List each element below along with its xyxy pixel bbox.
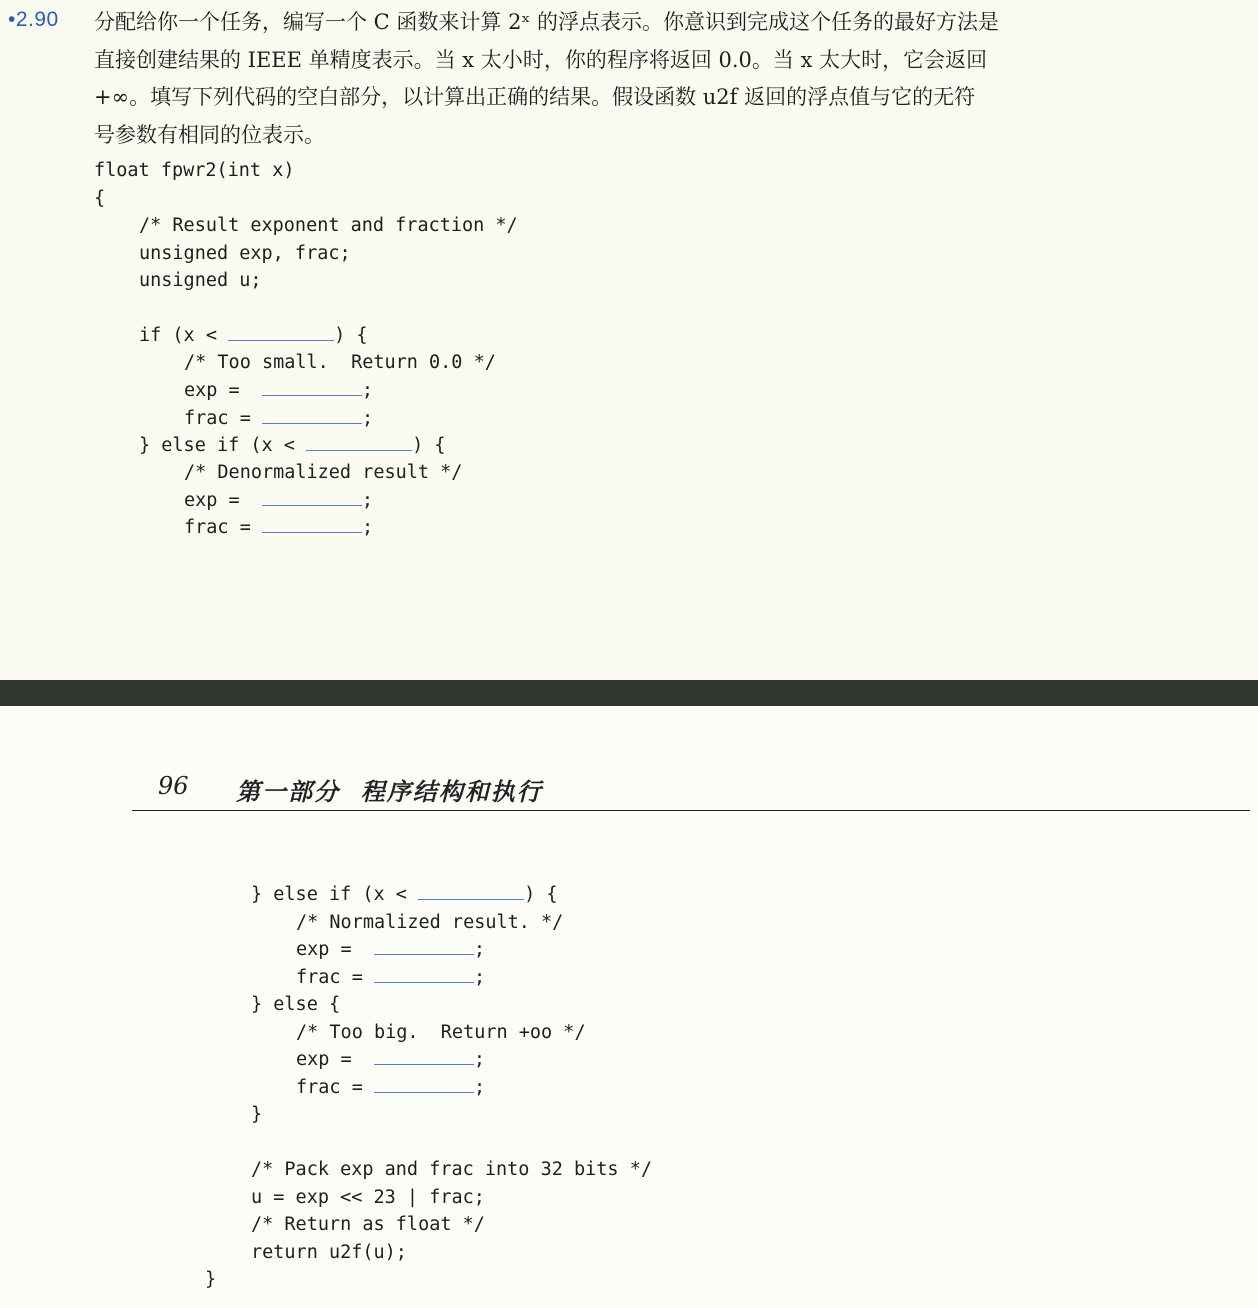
code-line-frac — [184, 517, 373, 538]
code-text: ) { — [412, 435, 446, 456]
header-rule — [132, 810, 1250, 811]
problem-line: 直接创建结果的 IEEE 单精度表示。当 x 太小时，你的程序将返回 0.0。当 x 太大时，它会返回 — [94, 47, 988, 72]
code-line-comment: /* Normalized result. */ — [296, 912, 564, 933]
code-text: } else if (x < — [251, 884, 419, 905]
blank-frac-small[interactable] — [262, 409, 362, 424]
code-text: ; — [361, 408, 374, 429]
code-line-close-brace: } — [251, 1104, 263, 1125]
code-text: ; — [361, 380, 373, 401]
code-line-decl: unsigned exp, frac; — [139, 243, 351, 264]
code-line-frac — [296, 967, 485, 988]
code-line-comment: /* Too big. Return +oo */ — [296, 1022, 586, 1043]
code-line-exp — [296, 1049, 485, 1070]
code-text: ; — [473, 967, 486, 988]
code-line-comment: /* Return as float */ — [251, 1214, 485, 1235]
problem-line: 分配给你一个任务，编写一个 C 函数来计算 2ˣ 的浮点表示。你意识到完成这个任务的最好方法是 — [94, 10, 1000, 34]
code-text: exp = — [296, 1049, 363, 1070]
blank-exp-norm[interactable] — [374, 940, 474, 955]
page-bottom — [0, 706, 1258, 1308]
blank-exp-small[interactable] — [262, 381, 362, 396]
code-line-comment: /* Too small. Return 0.0 */ — [184, 352, 496, 373]
code-line-elseif-denorm — [139, 435, 446, 456]
page-number: 96 — [158, 772, 189, 800]
code-text: if (x < — [139, 325, 229, 346]
code-line-exp — [184, 380, 373, 401]
code-line-return: return u2f(u); — [251, 1242, 407, 1263]
code-text: frac = — [296, 967, 374, 988]
code-text: exp = — [184, 380, 251, 401]
code-text: frac = — [184, 517, 262, 538]
code-line-signature: float fpwr2(int x) — [94, 160, 295, 181]
code-line-close-brace: } — [205, 1269, 217, 1290]
blank-threshold-denorm[interactable] — [306, 436, 412, 451]
code-line-decl: unsigned u; — [139, 270, 262, 291]
code-line-comment: /* Denormalized result */ — [184, 462, 463, 483]
code-line-elseif-norm — [251, 884, 558, 905]
code-text: } else if (x < — [139, 435, 307, 456]
code-text: ; — [473, 1049, 485, 1070]
blank-exp-big[interactable] — [374, 1050, 474, 1065]
problem-line: 号参数有相同的位表示。 — [94, 122, 325, 147]
code-text: frac = — [184, 408, 262, 429]
running-header-title: 第一部分 程序结构和执行 — [236, 777, 543, 806]
code-line-comment: /* Pack exp and frac into 32 bits */ — [251, 1159, 652, 1180]
code-line-exp — [184, 490, 373, 511]
problem-statement — [94, 4, 1154, 154]
blank-frac-big[interactable] — [374, 1078, 474, 1093]
code-text: ; — [473, 1077, 486, 1098]
code-text: ; — [473, 939, 485, 960]
code-line-open-brace: { — [94, 188, 106, 209]
code-line-frac — [184, 408, 373, 429]
problem-number — [8, 8, 59, 32]
code-text: exp = — [184, 490, 251, 511]
code-line-else: } else { — [251, 994, 341, 1015]
page-divider — [0, 680, 1258, 706]
code-text: ; — [361, 490, 373, 511]
code-text: frac = — [296, 1077, 374, 1098]
problem-number-text: 2.90 — [15, 8, 59, 31]
code-text: ) { — [524, 884, 558, 905]
code-line-pack: u = exp << 23 | frac; — [251, 1187, 485, 1208]
code-text: ; — [361, 517, 374, 538]
code-line-exp — [296, 939, 485, 960]
blank-frac-norm[interactable] — [374, 968, 474, 983]
code-text: exp = — [296, 939, 363, 960]
problem-line: +∞。填写下列代码的空白部分，以计算出正确的结果。假设函数 u2f 返回的浮点值与它的无符 — [94, 85, 976, 109]
code-line-comment: /* Result exponent and fraction */ — [139, 215, 518, 236]
problem-bullet: • — [8, 8, 16, 31]
blank-threshold-small[interactable] — [228, 326, 334, 341]
blank-frac-denorm[interactable] — [262, 518, 362, 533]
blank-exp-denorm[interactable] — [262, 491, 362, 506]
code-text: ) { — [334, 325, 368, 346]
code-line-if-small — [139, 325, 368, 346]
code-line-frac — [296, 1077, 485, 1098]
blank-threshold-norm[interactable] — [418, 885, 524, 900]
